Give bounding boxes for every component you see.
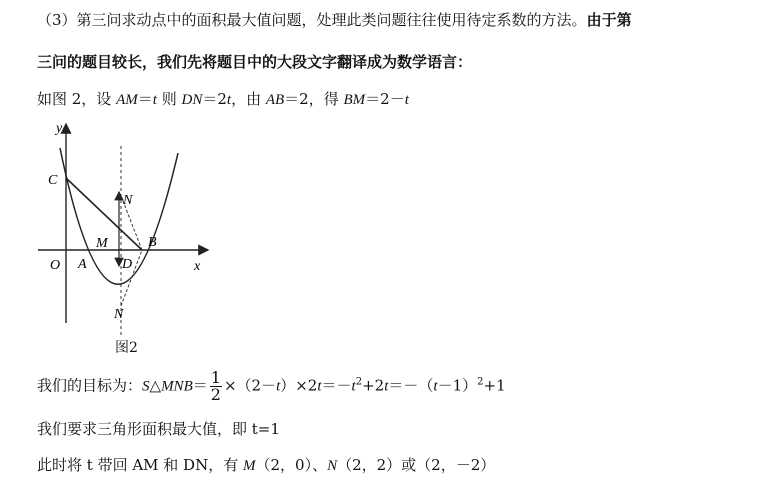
- para3-seg: ＝2－: [365, 90, 405, 108]
- paragraph-5: [37, 419, 280, 439]
- label-d: D: [122, 257, 133, 272]
- var-dn: DN: [181, 92, 203, 108]
- para1-text: （3）第三问求动点中的面积最大值问题，处理此类问题往往使用待定系数的方法。: [37, 11, 587, 29]
- frac-numerator: 1: [210, 368, 221, 387]
- var-t: t: [276, 378, 281, 395]
- var-t: t: [317, 378, 322, 395]
- para3-seg: ＝2，得: [284, 90, 344, 108]
- var-ab: AB: [265, 92, 285, 108]
- label-a: A: [78, 257, 87, 272]
- label-b: B: [148, 235, 157, 250]
- para4-seg: ＝－: [321, 376, 352, 395]
- figure-caption: 图2: [115, 340, 138, 356]
- para4-seg: ×（2－: [223, 376, 277, 395]
- var-bm: BM: [343, 92, 366, 108]
- exponent: 2: [355, 376, 363, 388]
- para2-bold-text: 三问的题目较长，我们先将题目中的大段文字翻译成为数学语言：: [37, 53, 473, 71]
- exponent: 2: [477, 376, 484, 388]
- label-o: O: [50, 258, 61, 273]
- para6-seg: （2，0）、: [255, 456, 328, 474]
- label-y: y: [56, 121, 63, 136]
- frac-denominator: 2: [210, 385, 221, 404]
- var-t: t: [226, 92, 232, 108]
- label-x: x: [194, 259, 201, 274]
- label-n-bottom: N: [114, 307, 124, 322]
- para1-bold-text: 由于第: [586, 11, 632, 29]
- paragraph-6: [37, 455, 495, 476]
- para4-seg: △: [149, 376, 162, 395]
- fraction-one-half: [210, 370, 222, 403]
- para3-seg: 则: [156, 90, 182, 108]
- para4-seg: 我们的目标为：: [37, 376, 143, 395]
- paragraph-3: [37, 89, 409, 110]
- geometry-figure: [30, 118, 220, 338]
- label-n-top: N: [123, 193, 133, 208]
- var-t: t: [152, 92, 157, 108]
- var-t: t: [404, 92, 409, 108]
- para4-seg: ＝－（: [388, 376, 434, 395]
- para3-seg: ＝2: [202, 90, 227, 108]
- var-mnb: MNB: [161, 378, 193, 395]
- paragraph-2: [37, 52, 472, 72]
- var-t: t: [433, 378, 438, 395]
- para4-seg: +2: [362, 376, 385, 395]
- para3-seg: ，由: [231, 90, 266, 108]
- para4-seg: －1）: [437, 376, 478, 395]
- para6-seg: （2，2）或（2，－2）: [337, 456, 496, 474]
- para4-seg: +1: [483, 376, 506, 395]
- label-c: C: [48, 173, 58, 188]
- label-m: M: [96, 236, 108, 251]
- para5-text: 我们要求三角形面积最大值，即 t=1: [37, 420, 280, 438]
- para3-seg: ＝: [137, 90, 153, 108]
- var-t: t: [384, 378, 389, 395]
- var-n: N: [327, 458, 338, 474]
- var-s: S: [142, 378, 150, 395]
- para4-seg: ）×2: [280, 376, 318, 395]
- para3-seg: 如图 2，设: [37, 90, 117, 108]
- var-t: t: [351, 378, 356, 395]
- paragraph-1: [37, 10, 632, 30]
- para4-seg: ＝: [192, 376, 208, 395]
- paragraph-4: [37, 370, 506, 403]
- var-am: AM: [116, 92, 138, 108]
- para6-seg: 此时将 t 带回 AM 和 DN，有: [37, 456, 243, 474]
- var-m: M: [242, 458, 256, 474]
